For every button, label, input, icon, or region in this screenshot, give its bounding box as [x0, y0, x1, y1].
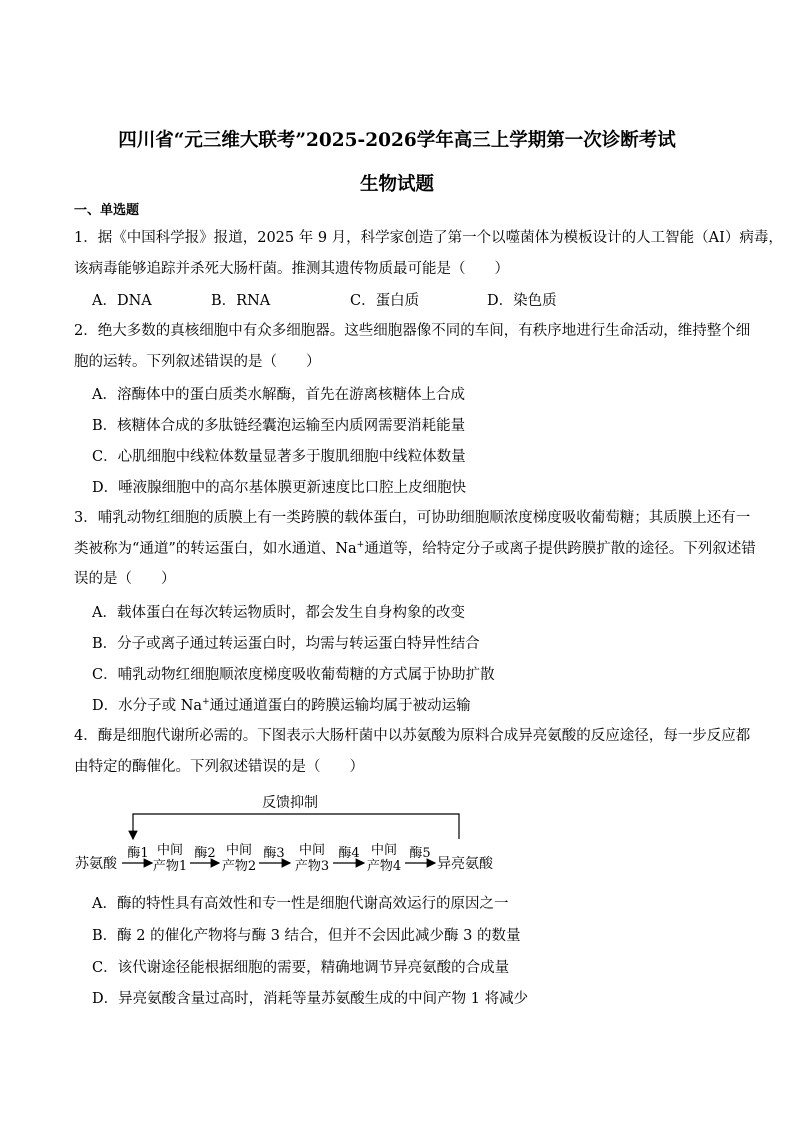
enzyme-3-label: 酶3: [263, 846, 285, 861]
enzyme-4-label: 酶4: [338, 846, 360, 861]
q2-stem-line2: 胞的运转。下列叙述错误的是（ ）: [74, 354, 321, 370]
q3-stem-line1: 3．哺乳动物红细胞的质膜上有一类跨膜的载体蛋白，可协助细胞顺浓度梯度吸收葡萄糖；其质膜上还有一: [74, 510, 751, 526]
intermediate-3-top: 中间: [298, 843, 326, 858]
feedback-label: 反馈抑制: [262, 795, 318, 811]
exam-subtitle: 生物试题: [359, 174, 434, 195]
q1-option-b: B．RNA: [211, 293, 271, 309]
q3-stem-line2: 类被称为“通道”的转运蛋白，如水通道、Na+通道等，给特定分子或离子提供跨膜扩散的途径。下列叙述错: [74, 540, 756, 557]
intermediate-2-bottom: 产物2: [221, 859, 257, 874]
section-heading: 一、单选题: [74, 203, 140, 218]
q4-option-c: C．该代谢途径能根据细胞的需要，精确地调节异亮氨酸的合成量: [92, 960, 510, 976]
intermediate-4-top: 中间: [370, 843, 398, 858]
q3-option-d: D．水分子或 Na+通过通道蛋白的跨膜运输均属于被动运输: [92, 697, 471, 714]
intermediate-1-top: 中间: [156, 843, 184, 858]
q2-option-a: A．溶酶体中的蛋白质类水解酶，首先在游离核糖体上合成: [92, 387, 465, 403]
q3-stem-line3: 误的是（ ）: [74, 571, 176, 587]
substrate-threonine: 苏氨酸: [75, 856, 117, 872]
intermediate-3-bottom: 产物3: [294, 859, 330, 874]
q4-option-d: D．异亮氨酸含量过高时，消耗等量苏氨酸生成的中间产物 1 将减少: [92, 991, 529, 1007]
enzyme-2-label: 酶2: [194, 846, 216, 861]
q4-stem-line1: 4．酶是细胞代谢所必需的。下图表示大肠杆菌中以苏氨酸为原料合成异亮氨酸的反应途径，每一步反应都: [74, 728, 751, 744]
q4-option-a: A．酶的特性具有高效性和专一性是细胞代谢高效运行的原因之一: [92, 896, 509, 912]
feedback-inhibition-line: [133, 814, 459, 839]
q2-option-b: B．核糖体合成的多肽链经囊泡运输至内质网需要消耗能量: [92, 418, 466, 434]
pathway-diagram: [0, 780, 794, 880]
q1-stem-line1: 1．据《中国科学报》报道，2025 年 9 月，科学家创造了第一个以噬菌体为模板设计的人工智能（AI）病毒，: [74, 230, 783, 246]
exam-title: 四川省“元三维大联考”2025-2026学年高三上学期第一次诊断考试: [118, 130, 676, 151]
q4-stem-line2: 由特定的酶催化。下列叙述错误的是（ ）: [74, 759, 364, 775]
q1-stem-line2: 该病毒能够追踪并杀死大肠杆菌。推测其遗传物质最可能是（ ）: [74, 261, 509, 277]
q2-stem-line1: 2．绝大多数的真核细胞中有众多细胞器。这些细胞器像不同的车间，有秩序地进行生命活动，维持整个细: [74, 323, 751, 339]
q1-option-c: C．蛋白质: [350, 293, 420, 309]
q2-option-c: C．心肌细胞中线粒体数量显著多于腹肌细胞中线粒体数量: [92, 449, 466, 465]
q3-option-c: C．哺乳动物红细胞顺浓度梯度吸收葡萄糖的方式属于协助扩散: [92, 667, 495, 683]
q3-option-b: B．分子或离子通过转运蛋白时，均需与转运蛋白特异性结合: [92, 636, 480, 652]
q2-option-d: D．唾液腺细胞中的高尔基体膜更新速度比口腔上皮细胞快: [92, 480, 467, 496]
product-isoleucine: 异亮氨酸: [437, 856, 493, 872]
q4-option-b: B．酶 2 的催化产物将与酶 3 结合，但并不会因此减少酶 3 的数量: [92, 928, 521, 944]
q1-option-a: A．DNA: [92, 293, 152, 309]
intermediate-4-bottom: 产物4: [366, 859, 402, 874]
enzyme-5-label: 酶5: [409, 846, 431, 861]
enzyme-1-label: 酶1: [127, 846, 149, 861]
q1-option-d: D．染色质: [487, 293, 557, 309]
intermediate-2-top: 中间: [225, 843, 253, 858]
intermediate-1-bottom: 产物1: [152, 859, 188, 874]
q3-option-a: A．载体蛋白在每次转运物质时，都会发生自身构象的改变: [92, 605, 465, 621]
